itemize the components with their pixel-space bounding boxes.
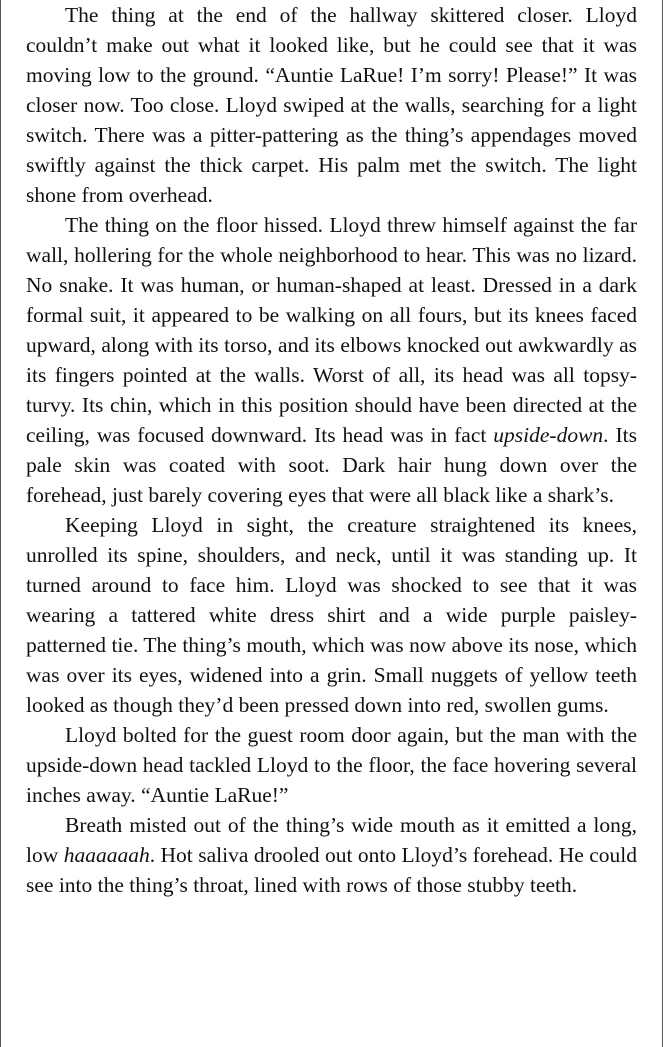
paragraph <box>26 0 637 210</box>
text-segment: Lloyd bolted for the guest room door again, but the man with the upside-down head tackled Lloyd to the floor, the face hovering several inches away. “Auntie LaRue!” <box>26 723 637 807</box>
paragraph <box>26 810 637 900</box>
text-segment: . Hot saliva drooled out onto Lloyd’s forehead. He could see into the thing’s throat, lined with rows of those stubby teeth. <box>26 843 637 897</box>
text-segment: Breath misted out of the thing’s wide mouth as it emitted a long, low <box>26 813 637 867</box>
paragraph <box>26 720 637 810</box>
text-body <box>26 0 637 900</box>
italic-text: haaaaaah <box>63 843 150 867</box>
text-segment: The thing on the floor hissed. Lloyd threw himself against the far wall, hollering for the whole neighborhood to hear. This was no lizard. No snake. It was human, or human-shaped at least. Dressed in a dark formal suit, it appeared to be walking on all fours, but its knees faced upward, along with its torso, and its elbows knocked out awkwardly as its fingers pointed at the walls. Worst of all, its head was all topsy-turvy. Its chin, which in this position should have been directed at the ceiling, was focused downward. Its head was in fact <box>26 213 637 447</box>
text-segment: . Its pale skin was coated with soot. Dark hair hung down over the forehead, just barely covering eyes that were all black like a shark’s. <box>26 423 637 507</box>
text-segment: The thing at the end of the hallway skittered closer. Lloyd couldn’t make out what it looked like, but he could see that it was moving low to the ground. “Auntie LaRue! I’m sorry! Please!” It was closer now. Too close. Lloyd swiped at the walls, searching for a light switch. There was a pitter-pattering as the thing’s appendages moved swiftly against the thick carpet. His palm met the switch. The light shone from overhead. <box>26 3 637 207</box>
text-segment: Keeping Lloyd in sight, the creature straightened its knees, unrolled its spine, shoulders, and neck, until it was standing up. It turned around to face him. Lloyd was shocked to see that it was wearing a tattered white dress shirt and a wide purple paisley-patterned tie. The thing’s mouth, which was now above its nose, which was over its eyes, widened into a grin. Small nuggets of yellow teeth looked as though they’d been pressed down into red, swollen gums. <box>26 513 637 717</box>
paragraph <box>26 510 637 720</box>
italic-text: upside-down <box>493 423 604 447</box>
paragraph <box>26 210 637 510</box>
